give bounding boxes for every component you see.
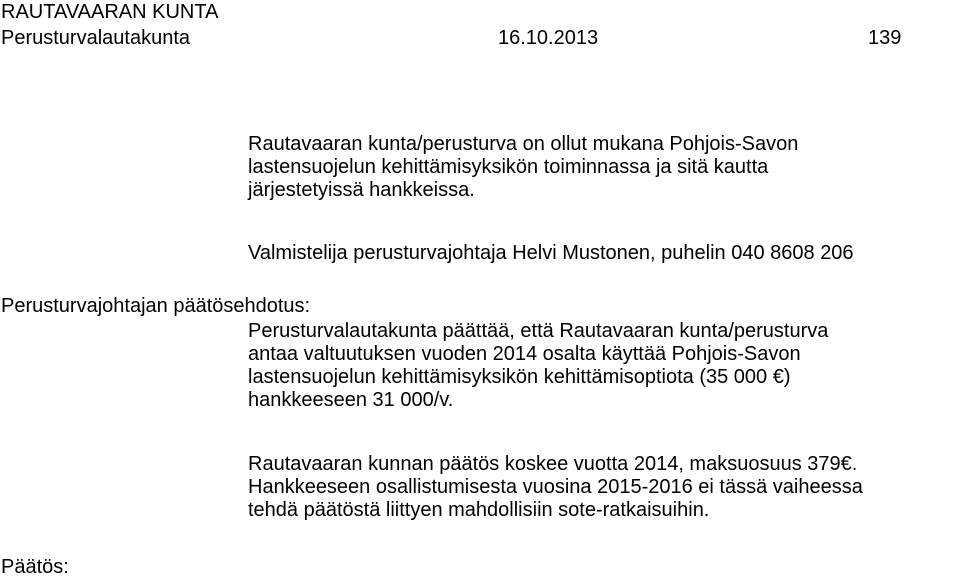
decision-label: Päätös: [1, 556, 69, 578]
background-line: järjestetyissä hankkeissa. [248, 179, 475, 201]
header-date: 16.10.2013 [498, 27, 599, 49]
note-line: Hankkeeseen osallistumisesta vuosina 2015-2016 ei tässä vaiheessa [248, 476, 863, 498]
preparer-paragraph [248, 242, 854, 265]
proposal-line: Perusturvalautakunta päättää, että Rautavaaran kunta/perusturva [248, 320, 829, 342]
preparer-line: Valmistelija perusturvajohtaja Helvi Mustonen, puhelin 040 8608 206 [248, 242, 854, 264]
note-paragraph [248, 453, 863, 522]
proposal-line: antaa valtuutuksen vuoden 2014 osalta käyttää Pohjois-Savon [248, 343, 801, 365]
note-line: Rautavaaran kunnan päätös koskee vuotta 2014, maksuosuus 379€. [248, 453, 858, 475]
proposal-paragraph [248, 320, 828, 412]
header-page-number: 139 [868, 27, 902, 49]
header-organization: RAUTAVAARAN KUNTA [1, 1, 219, 23]
background-line: Rautavaaran kunta/perusturva on ollut mukana Pohjois-Savon [248, 133, 799, 155]
proposal-label: Perusturvajohtajan päätösehdotus: [1, 295, 311, 317]
background-line: lastensuojelun kehittämisyksikön toiminnassa ja sitä kautta [248, 156, 769, 178]
note-line: tehdä päätöstä liittyen mahdollisiin sote-ratkaisuihin. [248, 499, 710, 521]
proposal-line: hankkeeseen 31 000/v. [248, 389, 454, 411]
background-paragraph [248, 133, 798, 202]
header-board-name: Perusturvalautakunta [1, 27, 191, 49]
proposal-line: lastensuojelun kehittämisyksikön kehittämisoptiota (35 000 €) [248, 366, 791, 388]
